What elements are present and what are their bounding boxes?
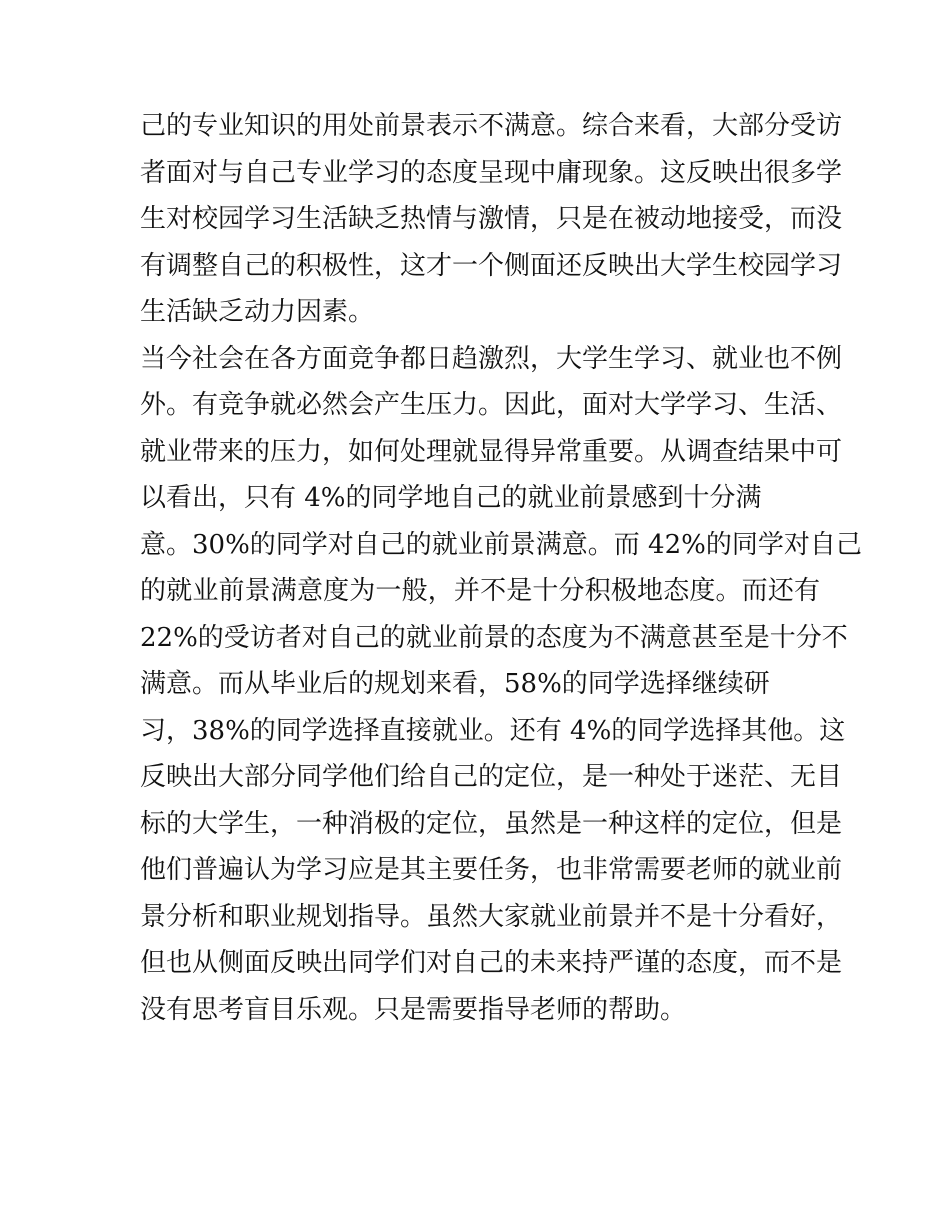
- text-line: 者面对与自己专业学习的态度呈现中庸现象。这反映出很多学: [140, 157, 843, 188]
- text-line: 当今社会在各方面竞争都日趋激烈，大学生学习、就业也不例: [140, 343, 843, 374]
- text-line: 22%的受访者对自己的就业前景的态度为不满意甚至是十分不: [140, 622, 848, 653]
- text-line: 满意。而从毕业后的规划来看，58%的同学选择继续研: [140, 669, 770, 699]
- text-line: 生活缺乏动力因素。: [140, 297, 375, 327]
- text-line: 有调整自己的积极性，这才一个侧面还反映出大学生校园学习: [140, 250, 843, 281]
- text-line: 生对校园学习生活缺乏热情与激情，只是在被动地接受，而没: [140, 204, 843, 234]
- text-line: 的就业前景满意度为一般，并不是十分积极地态度。而还有: [140, 576, 820, 606]
- text-line: 他们普遍认为学习应是其主要任务，也非常需要老师的就业前: [140, 855, 843, 885]
- text-line: 景分析和职业规划指导。虽然大家就业前景并不是十分看好，: [140, 901, 843, 932]
- text-line: 习，38%的同学选择直接就业。还有 4%的同学选择其他。这: [140, 715, 846, 746]
- text-line: 以看出，只有 4%的同学地自己的就业前景感到十分满: [140, 483, 762, 513]
- text-line: 就业带来的压力，如何处理就显得异常重要。从调查结果中可: [140, 436, 843, 467]
- text-line: 外。有竞争就必然会产生压力。因此，面对大学学习、生活、: [140, 390, 843, 420]
- document-body: [140, 103, 862, 1033]
- text-line: 但也从侧面反映出同学们对自己的未来持严谨的态度，而不是: [140, 948, 843, 978]
- text-line: 标的大学生，一种消极的定位，虽然是一种这样的定位，但是: [140, 808, 843, 839]
- text-line: 反映出大部分同学他们给自己的定位，是一种处于迷茫、无目: [140, 762, 843, 792]
- text-line: 己的专业知识的用处前景表示不满意。综合来看，大部分受访: [140, 111, 843, 141]
- text-line: 意。30%的同学对自己的就业前景满意。而 42%的同学对自己: [140, 529, 862, 560]
- text-line: 没有思考盲目乐观。只是需要指导老师的帮助。: [140, 994, 687, 1025]
